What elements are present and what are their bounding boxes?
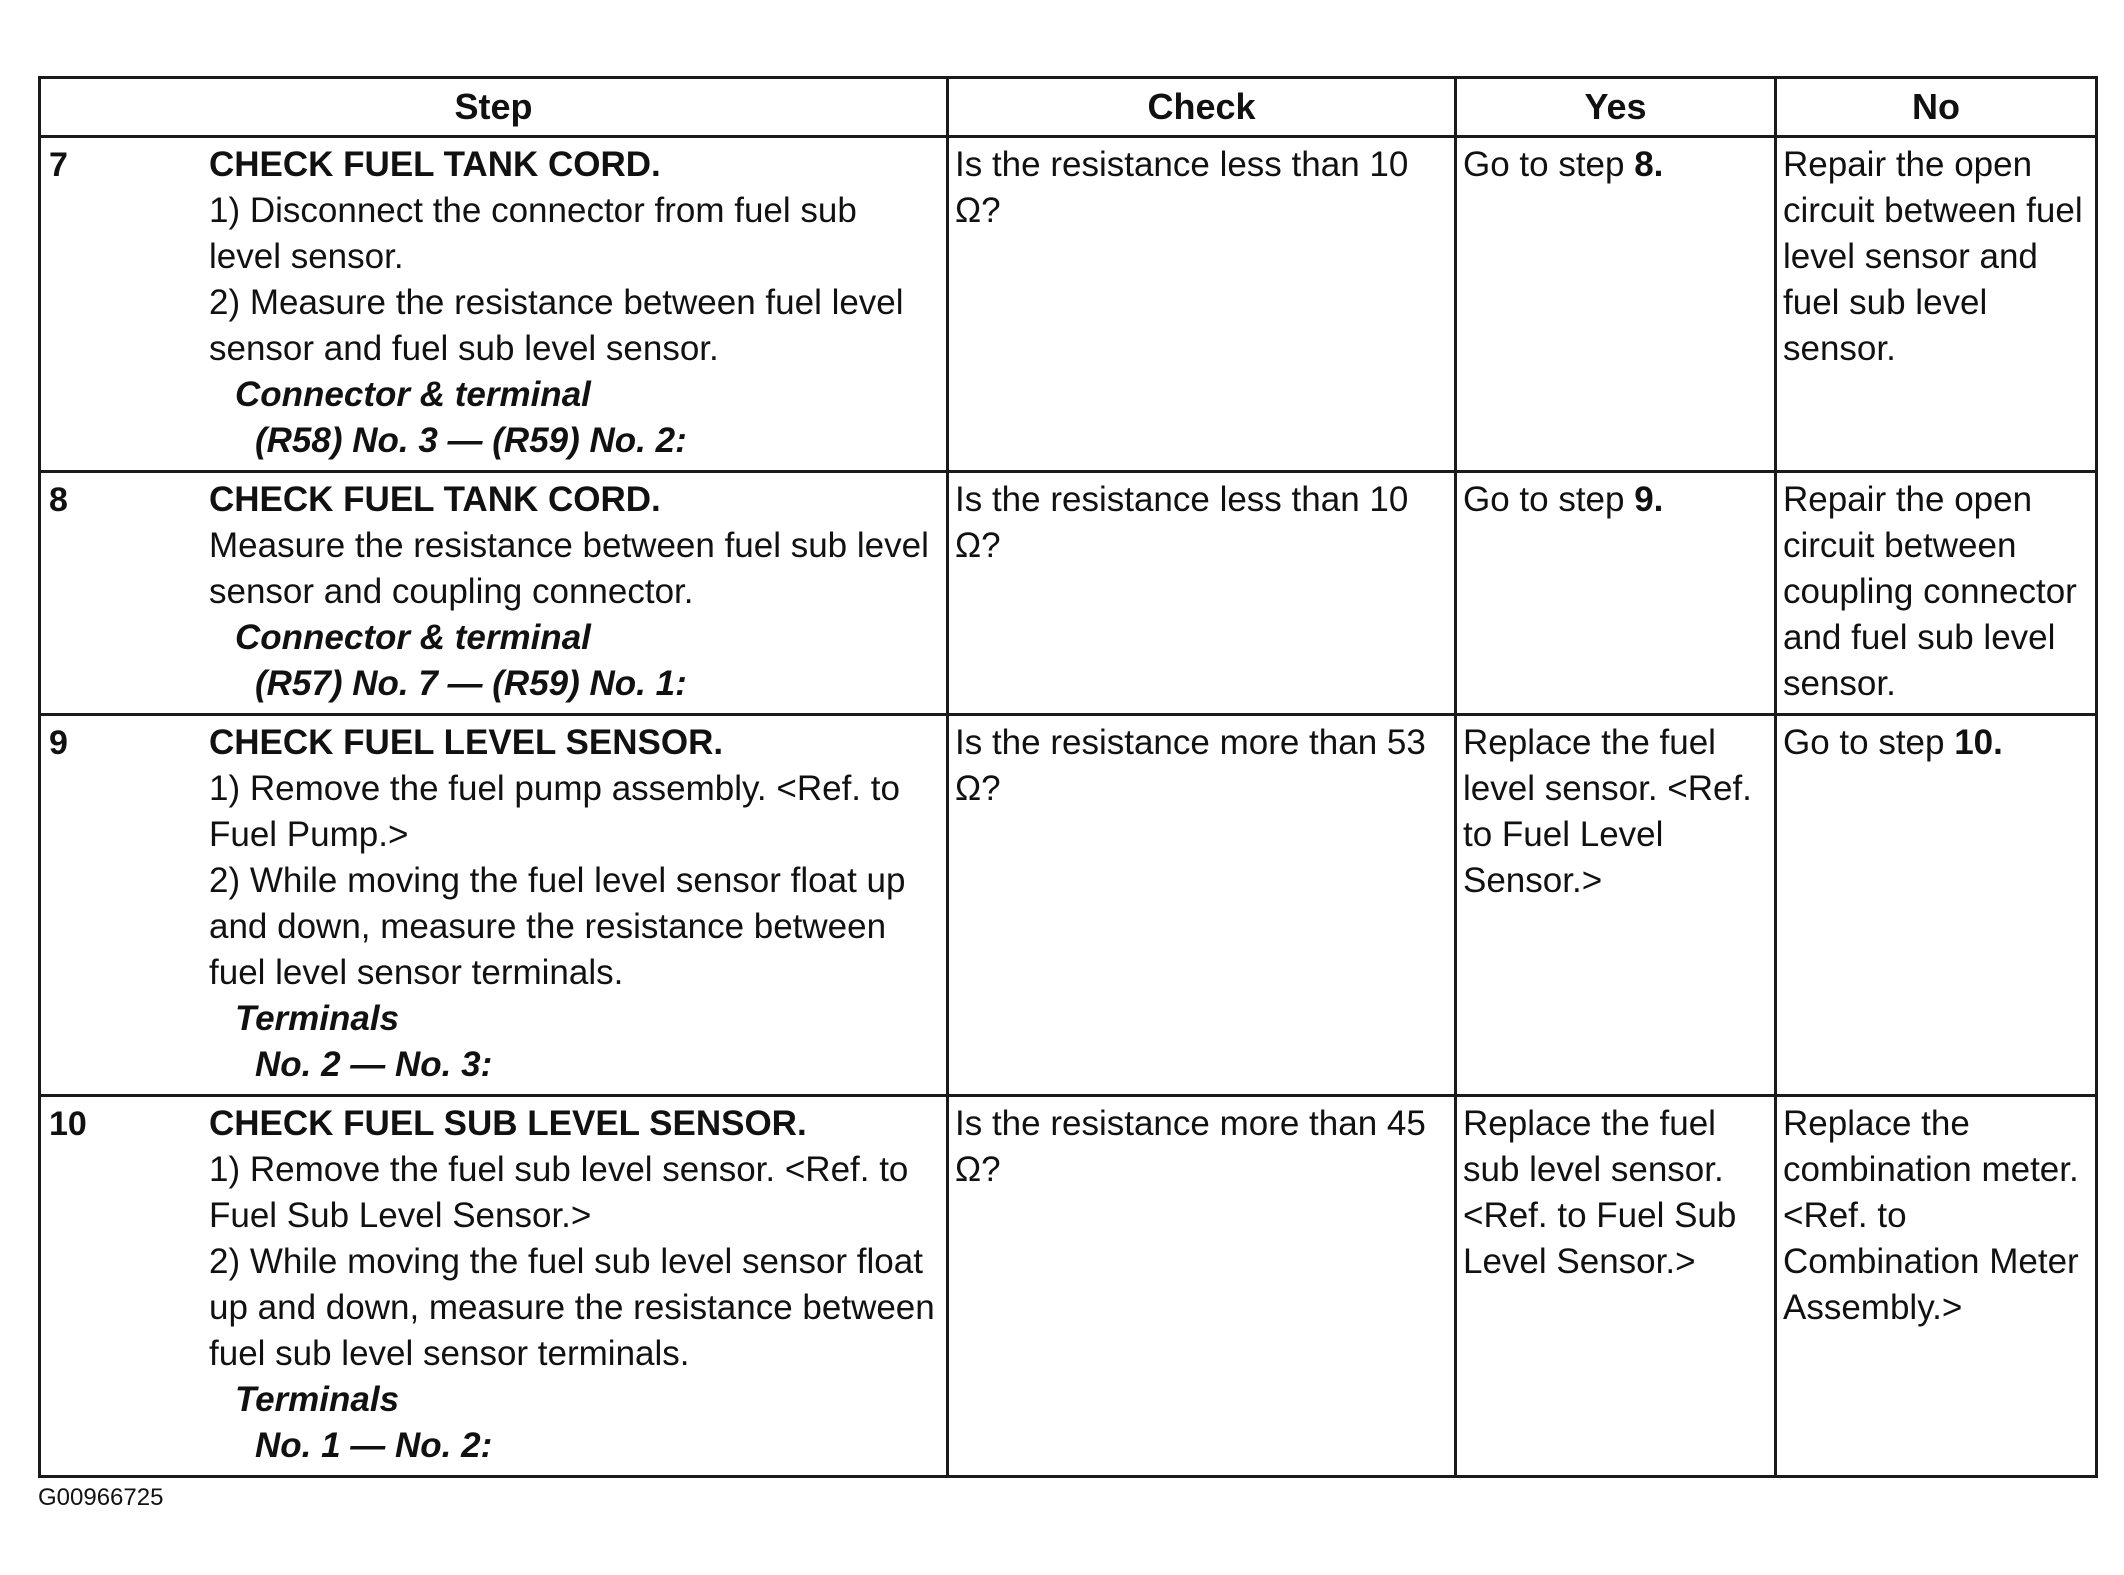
yes-cell	[1456, 1096, 1776, 1477]
no-cell	[1776, 137, 2097, 472]
header-yes: Yes	[1456, 78, 1776, 137]
check-text: Is the resistance less than 10 Ω?	[955, 480, 1409, 565]
connector-terminal-value: (R57) No. 7 — (R59) No. 1:	[255, 664, 687, 703]
goto-step-number: 9.	[1634, 480, 1664, 519]
no-text: Go to step	[1783, 723, 1955, 762]
terminals-label: Terminals	[235, 1380, 400, 1419]
step-number: 8	[49, 481, 68, 519]
connector-terminal-label: Connector & terminal	[235, 618, 591, 657]
step-instruction: 2) While moving the fuel sub level sensor float up and down, measure the resistance between fuel sub level sensor terminals.	[209, 1242, 935, 1373]
yes-text: Replace the fuel sub level sensor. <Ref. to Fuel Sub Level Sensor.>	[1463, 1104, 1737, 1281]
step-cell	[40, 472, 948, 715]
step-instruction: 2) Measure the resistance between fuel level sensor and fuel sub level sensor.	[209, 283, 904, 368]
yes-cell	[1456, 137, 1776, 472]
goto-step-number: 8.	[1634, 145, 1664, 184]
step-cell	[40, 715, 948, 1096]
figure-id: G00966725	[38, 1484, 164, 1511]
diagnostic-table	[38, 76, 2098, 1478]
connector-terminal-value: (R58) No. 3 — (R59) No. 2:	[255, 421, 687, 460]
step-cell	[40, 1096, 948, 1477]
yes-text: Go to step	[1463, 480, 1635, 519]
check-text: Is the resistance more than 53 Ω?	[955, 723, 1426, 808]
no-cell	[1776, 715, 2097, 1096]
step-title: CHECK FUEL LEVEL SENSOR.	[209, 723, 724, 762]
header-no: No	[1776, 78, 2097, 137]
check-cell	[948, 1096, 1456, 1477]
check-text: Is the resistance less than 10 Ω?	[955, 145, 1409, 230]
step-instruction: 2) While moving the fuel level sensor float up and down, measure the resistance between fuel level sensor terminals.	[209, 861, 906, 992]
no-cell	[1776, 1096, 2097, 1477]
no-text: Repair the open circuit between coupling connector and fuel sub level sensor.	[1783, 480, 2077, 703]
yes-cell	[1456, 715, 1776, 1096]
check-cell	[948, 137, 1456, 472]
connector-terminal-label: Connector & terminal	[235, 375, 591, 414]
table-row	[40, 137, 2097, 472]
yes-text: Go to step	[1463, 145, 1635, 184]
no-text: Repair the open circuit between fuel level sensor and fuel sub level sensor.	[1783, 145, 2083, 368]
header-step: Step	[40, 78, 948, 137]
step-title: CHECK FUEL TANK CORD.	[209, 480, 661, 519]
check-cell	[948, 472, 1456, 715]
header-row	[40, 78, 2097, 137]
check-cell	[948, 715, 1456, 1096]
table-row	[40, 715, 2097, 1096]
no-text: Replace the combination meter. <Ref. to Combination Meter Assembly.>	[1783, 1104, 2079, 1327]
step-instruction: 1) Remove the fuel pump assembly. <Ref. to Fuel Pump.>	[209, 769, 900, 854]
step-number: 7	[49, 146, 68, 184]
table-row	[40, 472, 2097, 715]
no-cell	[1776, 472, 2097, 715]
step-number: 10	[49, 1105, 87, 1143]
yes-cell	[1456, 472, 1776, 715]
terminals-value: No. 1 — No. 2:	[255, 1426, 493, 1465]
step-instruction: 1) Disconnect the connector from fuel sub level sensor.	[209, 191, 857, 276]
table-row	[40, 1096, 2097, 1477]
step-instruction: 1) Remove the fuel sub level sensor. <Ref. to Fuel Sub Level Sensor.>	[209, 1150, 909, 1235]
check-text: Is the resistance more than 45 Ω?	[955, 1104, 1426, 1189]
step-number: 9	[49, 724, 68, 762]
step-title: CHECK FUEL TANK CORD.	[209, 145, 661, 184]
yes-text: Replace the fuel level sensor. <Ref. to Fuel Level Sensor.>	[1463, 723, 1752, 900]
header-check: Check	[948, 78, 1456, 137]
step-title: CHECK FUEL SUB LEVEL SENSOR.	[209, 1104, 807, 1143]
step-cell	[40, 137, 948, 472]
terminals-label: Terminals	[235, 999, 400, 1038]
step-instruction: Measure the resistance between fuel sub level sensor and coupling connector.	[209, 526, 929, 611]
goto-step-number: 10.	[1954, 723, 2003, 762]
terminals-value: No. 2 — No. 3:	[255, 1045, 493, 1084]
